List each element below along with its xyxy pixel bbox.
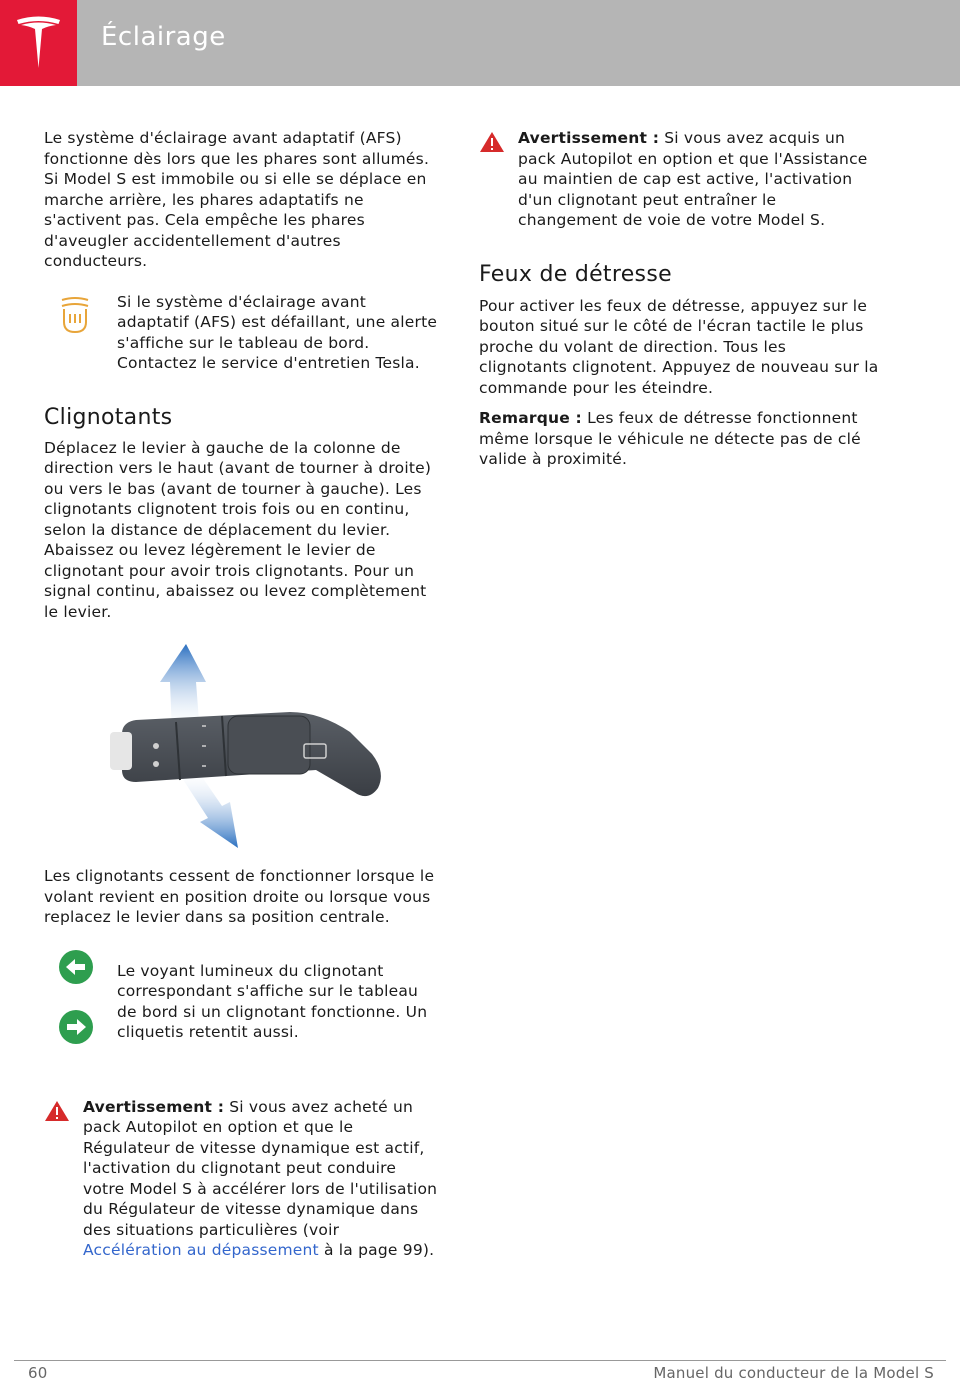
turn-signal-lever-illustration — [110, 642, 410, 852]
overtake-acceleration-link[interactable]: Accélération au dépassement — [83, 1241, 319, 1259]
footer-divider — [14, 1360, 946, 1361]
tesla-logo — [0, 0, 77, 86]
autosteer-warning — [479, 128, 879, 231]
tesla-logo-icon — [15, 14, 62, 70]
turn-signal-right-icon — [58, 1009, 94, 1049]
clignotants-stop-paragraph: Les clignotants cessent de fonctionner lorsque le volant revient en position droite ou lorsque vous replacez le levier dans sa position centrale. — [44, 867, 435, 926]
acc-warning-text: Avertissement : Si vous avez acheté un pack Autopilot en option et que le Régulateur de vitesse dynamique est actif, l'activation du clignotant peut conduire votre Model S à accélérer lors de l'utilisation du Régulateur de vitesse dynamique dans des situations particulières (voir Accélération au dépassement à la page 99). — [83, 1097, 438, 1259]
right-column — [479, 128, 879, 470]
hazard-paragraph: Pour activer les feux de détresse, appuyez sur le bouton situé sur le côté de l'écran tactile le plus proche du volant de direction. Tous les clignotants clignotent. Appuyez de nouveau sur la commande pour les éteindre. — [479, 296, 879, 397]
afs-failure-note — [44, 292, 440, 374]
turn-indicator-note — [44, 961, 440, 1071]
hazard-heading: Feux de détresse — [479, 261, 672, 287]
acc-warning — [44, 1097, 440, 1261]
page-number: 60 — [28, 1364, 48, 1382]
page-header — [0, 0, 960, 86]
clignotants-heading: Clignotants — [44, 404, 173, 430]
afs-failure-text: Si le système d'éclairage avant adaptatif (AFS) est défaillant, une alerte s'affiche sur le tableau de bord. Contactez le service d'entretien Tesla. — [117, 292, 438, 372]
turn-indicator-text: Le voyant lumineux du clignotant correspondant s'affiche sur le tableau de bord si un clignotant fonctionne. Un cliquetis retentit aussi. — [117, 961, 428, 1041]
warning-label: Avertissement : — [518, 129, 660, 147]
autosteer-warning-text: Avertissement : Si vous avez acquis un pack Autopilot en option et que l'Assistance au maintien de cap est active, l'activation d'un clignotant peut entraîner le changement de voie de votre Model S. — [518, 129, 868, 229]
warning-triangle-icon — [44, 1100, 70, 1126]
turn-signal-left-icon — [58, 949, 94, 989]
warning-triangle-icon — [479, 131, 505, 157]
afs-warning-icon — [58, 294, 92, 340]
remark-label: Remarque : — [479, 409, 582, 427]
manual-title: Manuel du conducteur de la Model S — [653, 1364, 934, 1382]
clignotants-paragraph: Déplacez le levier à gauche de la colonne de direction vers le haut (avant de tourner à droite) ou vers le bas (avant de tourner à gauche). Les clignotants clignotent trois fois ou en continu, selon la distance de déplacement du levier. Abaissez ou levez légèrement le levier de clignotant pour avoir trois clignotants. Pour un signal continu, abaissez ou levez complètement le levier. — [44, 438, 432, 621]
hazard-remark: Remarque : Les feux de détresse fonctionnent même lorsque le véhicule ne détecte pas de clé valide à proximité. — [479, 409, 861, 468]
left-column — [44, 128, 440, 1261]
afs-intro-paragraph: Le système d'éclairage avant adaptatif (AFS) fonctionne dès lors que les phares sont allumés. Si Model S est immobile ou si elle se déplace en marche arrière, les phares adaptatifs ne s'activent pas. Cela empêche les phares d'aveugler accidentellement d'autres conducteurs. — [44, 129, 430, 270]
page-title: Éclairage — [101, 22, 226, 52]
warning-label: Avertissement : — [83, 1097, 225, 1116]
